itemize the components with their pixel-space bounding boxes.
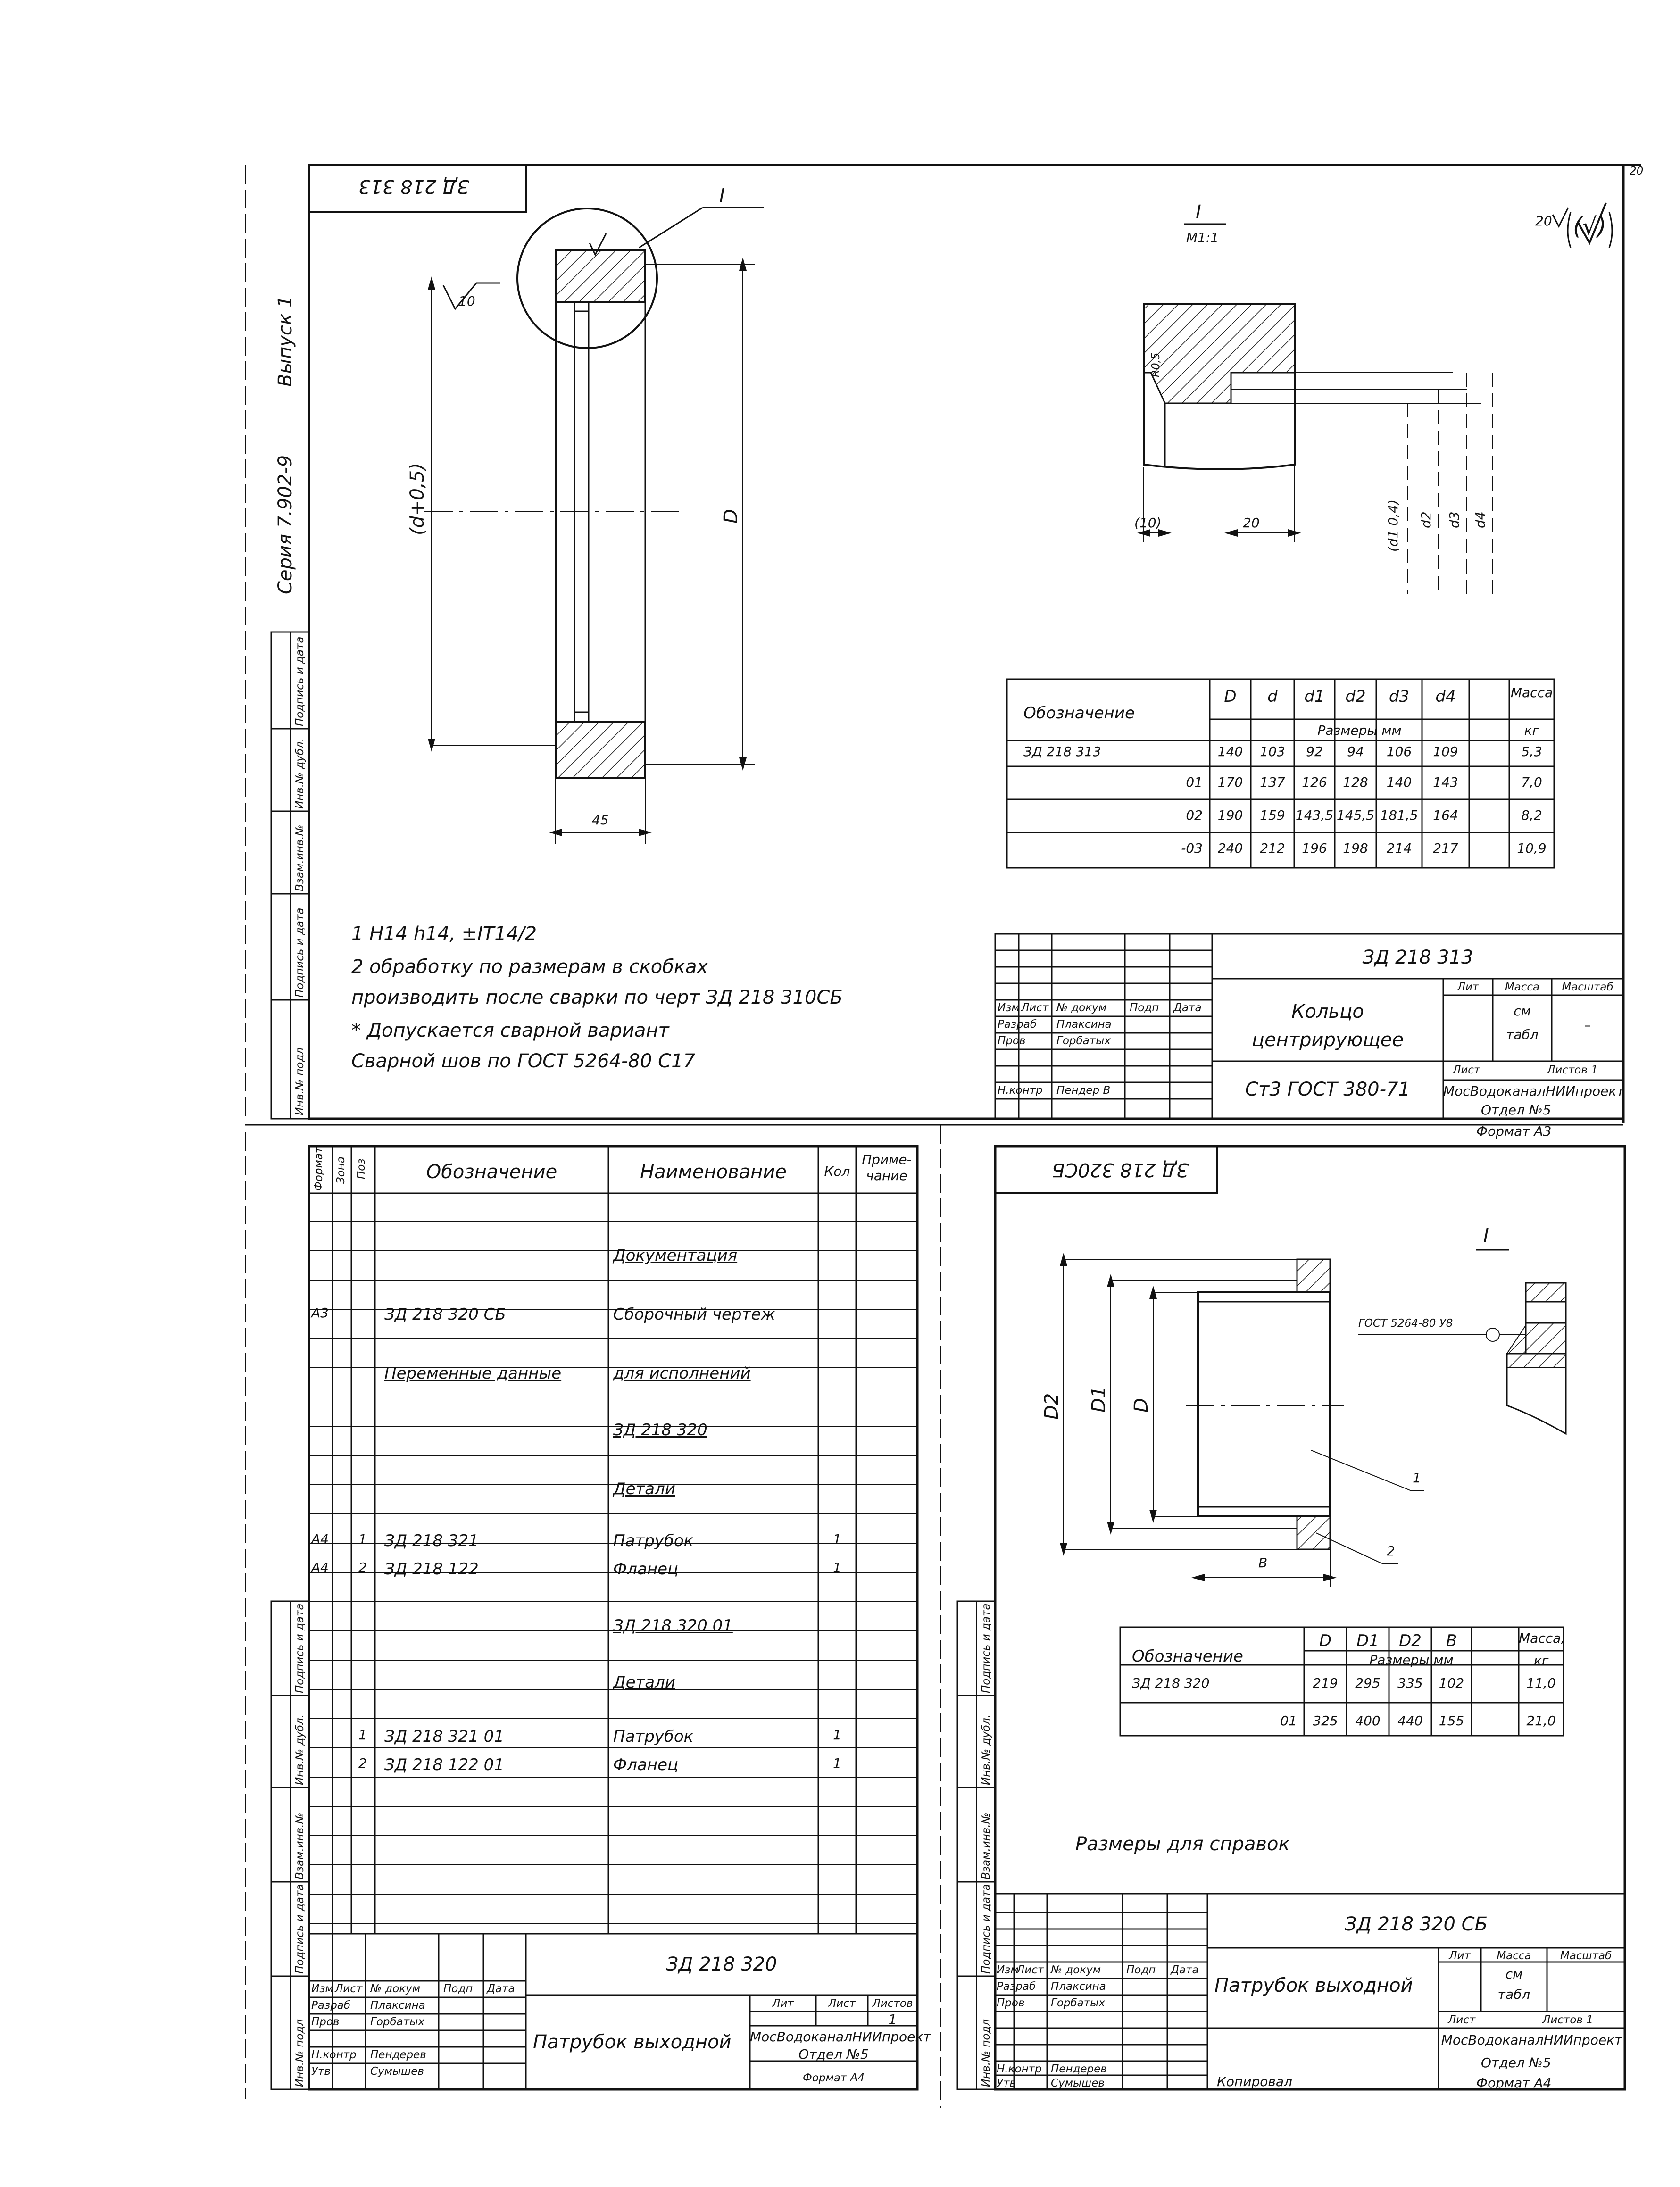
spec-tb-name-p1: Плаксина — [370, 1999, 425, 2012]
top-table-cell: 196 — [1302, 840, 1327, 856]
assembly-tb-copied: Копировал — [1217, 2074, 1292, 2089]
spec-margin-inv-dup: Инв.№ дубл. — [294, 1714, 306, 1785]
assembly-margin-sign-date: Подпись и дата — [980, 1884, 992, 1974]
top-tb-material: Ст3 ГОСТ 380-71 — [1245, 1079, 1410, 1100]
top-stamp-code: ЗД 218 313 — [358, 175, 470, 197]
top-tb-sheet: Лист — [1453, 1064, 1480, 1076]
assembly-dim-B: B — [1258, 1555, 1268, 1571]
dim-d1: (d1 0,4) — [1385, 499, 1401, 552]
top-table-col-d1: d1 — [1304, 687, 1325, 706]
spec-row-name: ЗД 218 320 01 — [613, 1616, 733, 1635]
top-table-cell: 94 — [1347, 744, 1364, 759]
assembly-tb-lbl-izm: Изм — [997, 1964, 1019, 1976]
assembly-margin-inv-dup: Инв.№ дубл. — [980, 1714, 992, 1785]
top-table-cell: 143 — [1433, 774, 1458, 790]
top-tb-role-1: Разраб — [998, 1018, 1037, 1031]
top-tb-name-p3: Пендер В — [1056, 1084, 1111, 1097]
assembly-tb-name-p1: Плаксина — [1051, 1980, 1106, 1993]
spec-margin-sign-date-2: Подпись и дата — [294, 1603, 306, 1693]
top-tb-mass-val: см — [1514, 1003, 1531, 1019]
spec-row-name: Фланец — [613, 1755, 679, 1774]
spec-head-zone: Зона — [335, 1156, 347, 1184]
dim-d2: d2 — [1418, 511, 1434, 528]
top-table-cell: 143,5 — [1295, 807, 1334, 823]
assembly-table-subheader: Размеры мм — [1369, 1652, 1454, 1668]
spec-row-pos: 2 — [358, 1560, 367, 1575]
note-3: производить после сварки по черт ЗД 218 310СБ — [351, 987, 843, 1008]
assembly-leader-1: 1 — [1413, 1470, 1421, 1486]
assembly-weld-note: ГОСТ 5264-80 У8 — [1358, 1317, 1453, 1330]
top-tb-name-1: Кольцо — [1291, 1001, 1364, 1023]
assembly-table-head: Обозначение — [1132, 1647, 1243, 1666]
top-tb-lbl-doc: № докум — [1056, 1002, 1107, 1014]
top-table-cell: 128 — [1343, 774, 1368, 790]
assembly-tb-name: Патрубок выходной — [1214, 1975, 1413, 1996]
top-tb-scale-head: Масштаб — [1562, 981, 1613, 993]
margin-inv-orig: Инв.№ подл — [294, 1047, 306, 1115]
assembly-tb-name-p2: Горбатых — [1051, 1997, 1105, 2009]
top-table-row-name: -03 — [1181, 840, 1203, 856]
spec-head-note: Приме- чание — [862, 1152, 912, 1183]
top-tb-scale-val: – — [1584, 1017, 1591, 1033]
margin-sign-date-2: Подпись и дата — [294, 636, 306, 726]
top-tb-lbl-list: Лист — [1021, 1002, 1049, 1014]
spec-tb-sheets-val: 1 — [888, 2012, 897, 2027]
top-table-mass-cell: 7,0 — [1521, 774, 1542, 790]
top-table-cell: 159 — [1260, 807, 1285, 823]
note-5: Сварной шов по ГОСТ 5264-80 С17 — [351, 1050, 695, 1072]
assembly-table-mass-cell: 11,0 — [1526, 1675, 1556, 1691]
margin-inv-dup: Инв.№ дубл. — [294, 738, 306, 809]
assembly-stamp-code: ЗД 218 320СБ — [1052, 1159, 1189, 1181]
note-4: * Допускается сварной вариант — [351, 1020, 669, 1041]
top-table-col-d4: d4 — [1435, 687, 1456, 706]
assembly-table-row-name: ЗД 218 320 — [1132, 1675, 1210, 1691]
assembly-tb-role-1: Разраб — [997, 1980, 1036, 1993]
assembly-tb-lbl-list: Лист — [1016, 1964, 1044, 1976]
dim-d-bracket: (d+0,5) — [407, 463, 428, 535]
spec-tb-lit: Лит — [772, 1997, 794, 2010]
margin-replace-inv: Взам.инв.№ — [294, 824, 306, 891]
top-tb-dept: Отдел №5 — [1481, 1102, 1551, 1118]
dim-D: D — [720, 509, 742, 524]
spec-row-name: Документация — [613, 1246, 738, 1265]
dim-d3: d3 — [1447, 511, 1462, 528]
assembly-table-cell: 440 — [1397, 1713, 1423, 1729]
assembly-table-cell: 325 — [1313, 1713, 1338, 1729]
dim-d4: d4 — [1472, 511, 1488, 528]
spec-row-pos: 2 — [358, 1755, 367, 1771]
assembly-tb-name-p4: Сумышев — [1051, 2077, 1105, 2089]
corner-number: 20 — [1630, 165, 1644, 177]
detail-scale: М1:1 — [1186, 230, 1219, 245]
spec-row-format: А3 — [311, 1305, 329, 1321]
spec-tb-name-p4: Сумышев — [370, 2065, 424, 2078]
assembly-table-row-name: 01 — [1280, 1713, 1297, 1729]
top-table-row-name: 02 — [1186, 807, 1203, 823]
spec-tb-role-3: Н.контр — [311, 2049, 357, 2061]
top-tb-role-3: Н.контр — [998, 1084, 1043, 1097]
assembly-table-mass-unit: кг — [1533, 1653, 1549, 1669]
top-tb-lbl-date: Дата — [1173, 1002, 1202, 1014]
top-tb-name-p1: Плаксина — [1056, 1018, 1112, 1031]
spec-row-format: А4 — [311, 1531, 329, 1547]
spec-tb-name-p2: Горбатых — [370, 2016, 424, 2028]
top-table-mass-cell: 8,2 — [1521, 807, 1542, 823]
spec-tb-role-2: Пров — [311, 2016, 340, 2028]
top-table-cell: 214 — [1386, 840, 1412, 856]
top-table-cell: 145,5 — [1336, 807, 1375, 823]
spec-tb-lbl-list: Лист — [335, 1983, 363, 1995]
assembly-table-col-D2: D2 — [1399, 1631, 1422, 1650]
note-1: 1 H14 h14, ±IT14/2 — [351, 923, 537, 945]
series-label: Серия 7.902-9 — [274, 455, 296, 594]
spec-tb-name: Патрубок выходной — [533, 2031, 732, 2053]
spec-tb-role-4: Утв — [311, 2065, 331, 2078]
spec-tb-sheet: Лист — [828, 1997, 856, 2010]
top-table-cell: 140 — [1386, 774, 1412, 790]
assembly-tb-scale-head: Масштаб — [1560, 1950, 1612, 1962]
assembly-table-cell: 219 — [1313, 1675, 1338, 1691]
spec-head-name: Наименование — [640, 1161, 787, 1183]
top-tb-org: МосВодоканалНИИпроект — [1443, 1083, 1624, 1099]
top-table-subheader: Размеры мм — [1317, 723, 1402, 738]
top-table-col-d2: d2 — [1345, 687, 1366, 706]
spec-row-name: Патрубок — [613, 1531, 694, 1550]
assembly-table-col-D1: D1 — [1356, 1631, 1379, 1650]
top-table-head: Обозначение — [1023, 704, 1135, 723]
top-table-row-name: ЗД 218 313 — [1023, 744, 1101, 759]
assembly-table-mass-cell: 21,0 — [1526, 1713, 1556, 1729]
spec-row-pos: 1 — [358, 1727, 367, 1743]
assembly-tb-format: Формат А4 — [1476, 2075, 1552, 2091]
spec-tb-lbl-izm: Изм — [311, 1983, 333, 1995]
top-tb-sheets: Листов 1 — [1547, 1064, 1598, 1076]
assembly-table-cell: 335 — [1397, 1675, 1423, 1691]
dim-det-20: 20 — [1243, 515, 1260, 531]
assembly-dim-D1: D1 — [1088, 1386, 1110, 1413]
spec-head-format: Формат — [313, 1147, 325, 1191]
spec-row-name: Фланец — [613, 1560, 679, 1579]
spec-tb-lbl-doc: № докум — [370, 1983, 421, 1995]
assembly-leader-2: 2 — [1387, 1543, 1395, 1559]
assembly-tb-dept: Отдел №5 — [1481, 2055, 1551, 2071]
spec-row-qty: 1 — [833, 1755, 841, 1771]
section-label: I — [719, 185, 725, 207]
spec-tb-dept: Отдел №5 — [798, 2046, 869, 2062]
margin-sign-date: Подпись и дата — [294, 907, 306, 998]
assembly-tb-mass-val: см — [1505, 1966, 1523, 1982]
spec-head-pos: Поз — [355, 1158, 367, 1179]
spec-tb-format: Формат А4 — [803, 2072, 865, 2084]
spec-head-designation: Обозначение — [426, 1161, 557, 1183]
top-table-cell: 126 — [1302, 774, 1327, 790]
top-table-mass-cell: 5,3 — [1521, 744, 1542, 759]
assembly-tb-lbl-sign: Подп — [1126, 1964, 1156, 1976]
top-tb-code: ЗД 218 313 — [1362, 947, 1473, 968]
roughness-value: 20 — [1535, 213, 1552, 229]
spec-tb-org: МосВодоканалНИИпроект — [750, 2029, 931, 2045]
dim-width: 45 — [592, 812, 609, 828]
spec-tb-lbl-date: Дата — [487, 1983, 515, 1995]
spec-tb-sheets: Листов — [872, 1997, 913, 2010]
spec-row-pos: 1 — [358, 1531, 367, 1547]
spec-row-code: ЗД 218 321 — [384, 1531, 479, 1550]
spec-row-qty: 1 — [833, 1727, 841, 1743]
assembly-margin-inv-orig: Инв.№ подл — [980, 2019, 992, 2087]
assembly-tb-org: МосВодоканалНИИпроект — [1441, 2032, 1622, 2048]
spec-margin-replace-inv: Взам.инв.№ — [294, 1813, 306, 1879]
assembly-tb-role-2: Пров — [997, 1997, 1025, 2009]
spec-row-code: ЗД 218 320 СБ — [384, 1305, 506, 1324]
top-tb-mass-val2: табл — [1506, 1027, 1539, 1042]
assembly-ref-note: Размеры для справок — [1075, 1833, 1290, 1855]
top-tb-format: Формат А3 — [1476, 1123, 1552, 1139]
top-tb-name-p2: Горбатых — [1056, 1035, 1111, 1047]
top-tb-lbl-izm: Изм — [998, 1002, 1020, 1014]
assembly-table-cell: 155 — [1439, 1713, 1464, 1729]
assembly-tb-lbl-date: Дата — [1171, 1964, 1199, 1976]
top-table-cell: 198 — [1343, 840, 1368, 856]
assembly-tb-lit: Лит — [1449, 1950, 1471, 1962]
top-table-cell: 137 — [1260, 774, 1285, 790]
assembly-table-col-D: D — [1319, 1631, 1332, 1650]
roughness-bracket: (√) — [1573, 213, 1606, 240]
assembly-dim-D2: D2 — [1041, 1393, 1063, 1420]
dim-roughness-10: 10 — [458, 293, 475, 309]
assembly-table-col-B: B — [1446, 1631, 1457, 1650]
top-table-cell: 109 — [1433, 744, 1458, 759]
assembly-tb-role-3: Н.контр — [997, 2063, 1042, 2075]
spec-tb-role-1: Разраб — [311, 1999, 351, 2012]
spec-head-qty: Кол — [824, 1164, 850, 1179]
spec-row-qty: 1 — [833, 1560, 841, 1575]
top-table-cell: 103 — [1260, 744, 1285, 759]
spec-margin-inv-orig: Инв.№ подл — [294, 2019, 306, 2087]
spec-row-name: Сборочный чертеж — [613, 1305, 775, 1324]
spec-row-name: для исполнений — [613, 1364, 751, 1383]
top-table-mass-unit: кг — [1524, 723, 1539, 738]
top-table-cell: 190 — [1217, 807, 1243, 823]
spec-row-format: А4 — [311, 1560, 329, 1575]
top-table-mass-head: Масса — [1510, 685, 1553, 700]
assembly-tb-lbl-doc: № докум — [1051, 1964, 1101, 1976]
top-table-cell: 140 — [1217, 744, 1243, 759]
spec-row-qty: 1 — [833, 1531, 841, 1547]
assembly-table-mass-head: Масса, — [1519, 1630, 1565, 1646]
spec-tb-code: ЗД 218 320 — [666, 1954, 777, 1975]
spec-row-name: Детали — [613, 1480, 675, 1498]
assembly-table-cell: 102 — [1439, 1675, 1464, 1691]
dim-det-10: (10) — [1134, 515, 1162, 531]
assembly-tb-sheet: Лист — [1448, 2014, 1476, 2026]
spec-row-code: ЗД 218 122 01 — [384, 1755, 504, 1774]
spec-tb-lbl-sign: Подп — [443, 1983, 473, 1995]
top-table-mass-cell: 10,9 — [1517, 840, 1547, 856]
top-table-row-name: 01 — [1186, 774, 1203, 790]
top-table-cell: 164 — [1433, 807, 1458, 823]
spec-row-name: Патрубок — [613, 1727, 694, 1746]
top-table-cell: 92 — [1306, 744, 1323, 759]
top-tb-lit: Лит — [1457, 981, 1479, 993]
assembly-tb-code: ЗД 218 320 СБ — [1344, 1913, 1488, 1935]
issue-label: Выпуск 1 — [274, 295, 296, 387]
assembly-tb-sheets: Листов 1 — [1542, 2014, 1593, 2026]
assembly-tb-name-p3: Пендерев — [1051, 2063, 1107, 2075]
top-table-cell: 181,5 — [1380, 807, 1418, 823]
top-table-cell: 240 — [1217, 840, 1243, 856]
top-table-cell: 106 — [1386, 744, 1412, 759]
assembly-dim-D: D — [1131, 1398, 1152, 1413]
detail-title: I — [1196, 201, 1201, 223]
top-tb-mass-head: Масса — [1505, 981, 1540, 993]
top-table-col-D: D — [1224, 687, 1237, 706]
assembly-table-cell: 295 — [1355, 1675, 1381, 1691]
top-tb-lbl-sign: Подп — [1130, 1002, 1159, 1014]
assembly-margin-replace-inv: Взам.инв.№ — [980, 1813, 992, 1879]
top-tb-name-2: центрирующее — [1251, 1029, 1404, 1051]
top-table-cell: 212 — [1260, 840, 1285, 856]
spec-row-code: ЗД 218 122 — [384, 1560, 479, 1579]
spec-row-name: ЗД 218 320 — [613, 1421, 707, 1439]
top-table-cell: 170 — [1217, 774, 1243, 790]
spec-row-code: ЗД 218 321 01 — [384, 1727, 504, 1746]
top-table-col-d: d — [1267, 687, 1278, 706]
assembly-tb-mass-val2: табл — [1497, 1987, 1530, 2002]
spec-row-code: Переменные данные — [384, 1364, 562, 1383]
spec-row-name: Детали — [613, 1673, 675, 1692]
top-tb-role-2: Пров — [998, 1035, 1026, 1047]
assembly-margin-sign-date-2: Подпись и дата — [980, 1603, 992, 1693]
spec-margin-sign-date: Подпись и дата — [294, 1884, 306, 1974]
spec-tb-name-p3: Пендерев — [370, 2049, 426, 2061]
note-2: 2 обработку по размерам в скобках — [351, 956, 708, 978]
top-table-col-d3: d3 — [1389, 687, 1410, 706]
assembly-tb-role-4: Утв — [997, 2077, 1016, 2089]
top-table-cell: 217 — [1433, 840, 1458, 856]
assembly-tb-mass-head: Масса — [1497, 1950, 1531, 1962]
dim-chamfer: R0,5 — [1150, 352, 1162, 377]
assembly-section-label: I — [1483, 1225, 1489, 1247]
assembly-table-cell: 400 — [1355, 1713, 1381, 1729]
